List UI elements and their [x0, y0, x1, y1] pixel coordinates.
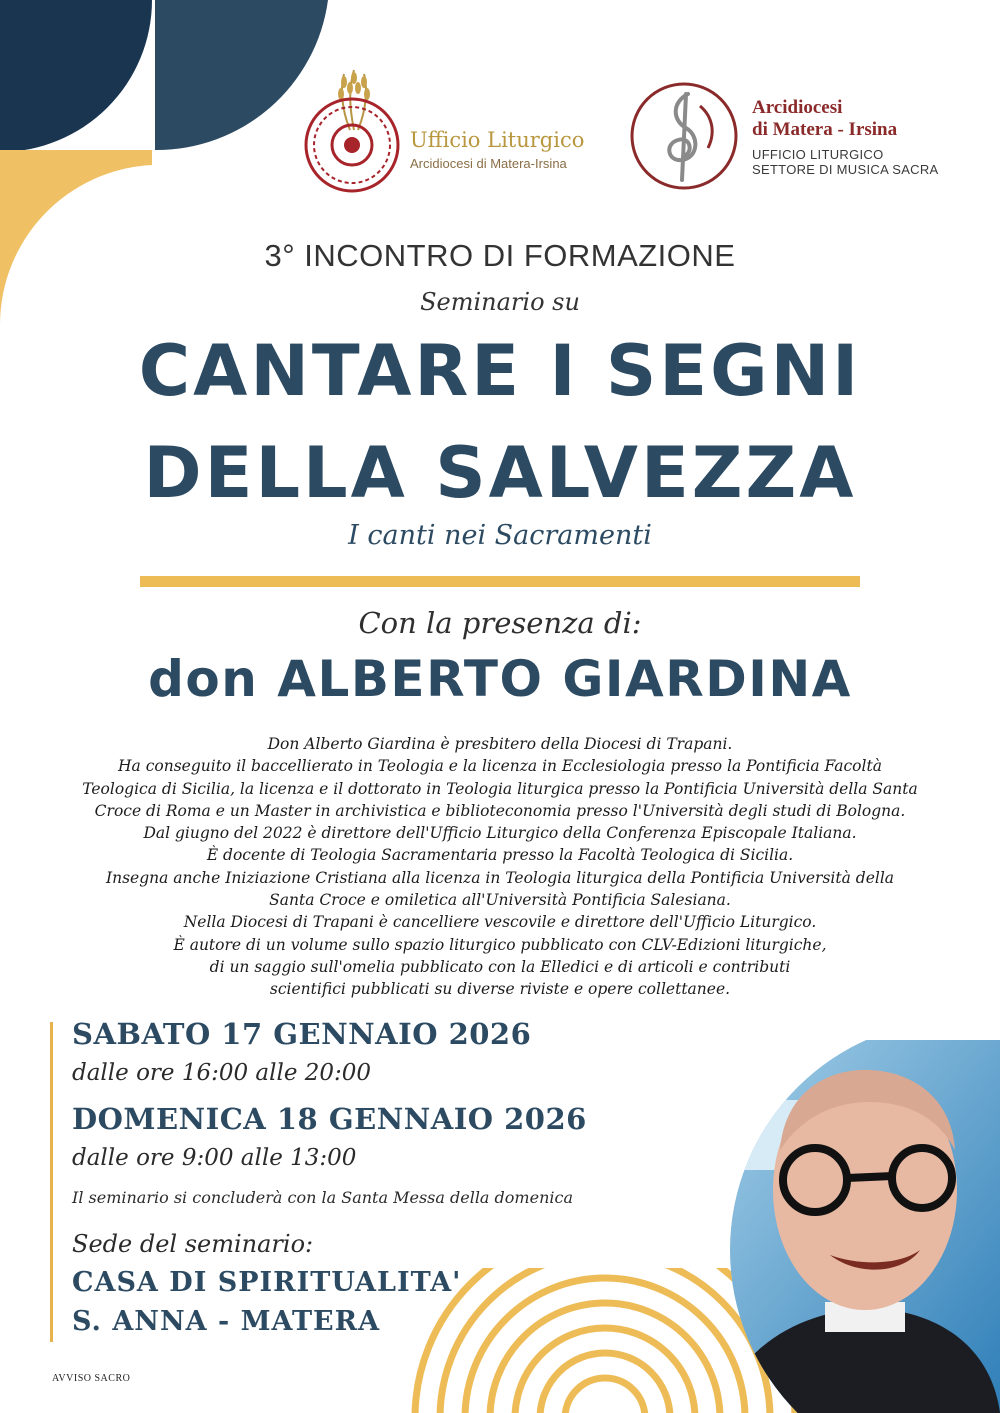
- bio-line: Don Alberto Giardina è presbitero della Diocesi di Trapani.: [267, 735, 733, 753]
- ufficio-liturgico-emblem-icon: [300, 60, 408, 195]
- title-line-1: CANTARE I SEGNI: [138, 330, 862, 412]
- title-subtitle: I canti nei Sacramenti: [348, 520, 652, 551]
- speaker-bio: [40, 733, 960, 1001]
- bio-line: Insegna anche Iniziazione Cristiana alla licenza in Teologia liturgica della Pontificia Università della: [105, 868, 895, 887]
- logo-sub: Arcidiocesi di Matera-Irsina: [410, 156, 567, 171]
- date-day1: SABATO 17 GENNAIO 2026: [72, 1017, 532, 1051]
- treble-clef-emblem-icon: [628, 76, 743, 196]
- bio-line: Teologica di Sicilia, la licenza e il dottorato in Teologia liturgica presso la Pontificia Università della Santa: [82, 779, 918, 798]
- bio-line: di un saggio sull'omelia pubblicato con la Elledici e di articoli e contributi: [209, 957, 791, 976]
- gold-divider: [140, 576, 860, 587]
- avviso-sacro: AVVISO SACRO: [52, 1373, 131, 1384]
- schedule-rule: [50, 1022, 53, 1342]
- venue-line2: S. ANNA - MATERA: [72, 1306, 381, 1337]
- decorative-shapes: [0, 0, 330, 330]
- title-line-2: DELLA SALVEZZA: [143, 432, 857, 514]
- bio-line: Croce di Roma e un Master in archivistica e biblioteconomia presso l'Università degli studi di Bologna.: [94, 801, 906, 820]
- venue-line1: CASA DI SPIRITUALITA': [72, 1267, 462, 1298]
- bio-line: Dal giugno del 2022 è direttore dell'Ufficio Liturgico della Conferenza Episcopale Italiana.: [143, 824, 857, 843]
- speaker-photo: [700, 1040, 1000, 1413]
- arcidiocesi-line3: UFFICIO LITURGICO: [752, 147, 884, 162]
- arcidiocesi-line1: Arcidiocesi: [752, 97, 843, 118]
- bio-line: Nella Diocesi di Trapani è cancelliere vescovile e direttore dell'Ufficio Liturgico.: [183, 913, 817, 932]
- date-day2: DOMENICA 18 GENNAIO 2026: [72, 1102, 587, 1136]
- arcidiocesi-line4: SETTORE DI MUSICA SACRA: [752, 162, 939, 177]
- bio-line: scientifici pubblicati su diverse riviste e opere collettanee.: [269, 980, 731, 999]
- incontro-heading: 3° INCONTRO DI FORMAZIONE: [264, 238, 736, 273]
- venue-label: Sede del seminario:: [72, 1230, 314, 1258]
- bio-line: È autore di un volume sullo spazio liturgico pubblicato con CLV-Edizioni liturgiche,: [173, 935, 827, 954]
- arcidiocesi-line2: di Matera - Irsina: [752, 119, 898, 140]
- arcidiocesi-logo: [752, 97, 939, 177]
- schedule-note: Il seminario si concluderà con la Santa Messa della domenica: [72, 1188, 573, 1207]
- logo-name: Ufficio Liturgico: [410, 128, 585, 152]
- ufficio-liturgico-logo: [410, 128, 584, 171]
- presence-label: Con la presenza di:: [358, 606, 642, 640]
- bio-line: Ha conseguito il baccellierato in Teologia e la licenza in Ecclesiologia presso la Pontificia Facoltà: [118, 757, 882, 776]
- seminario-label: Seminario su: [420, 288, 580, 316]
- bio-line: È docente di Teologia Sacramentaria presso la Facoltà Teologica di Sicilia.: [206, 846, 794, 865]
- speaker-name: don ALBERTO GIARDINA: [148, 650, 852, 708]
- bio-line: Santa Croce e omiletica all'Università Pontificia Salesiana.: [269, 891, 731, 910]
- hours-day1: dalle ore 16:00 alle 20:00: [72, 1060, 372, 1086]
- hours-day2: dalle ore 9:00 alle 13:00: [72, 1145, 357, 1171]
